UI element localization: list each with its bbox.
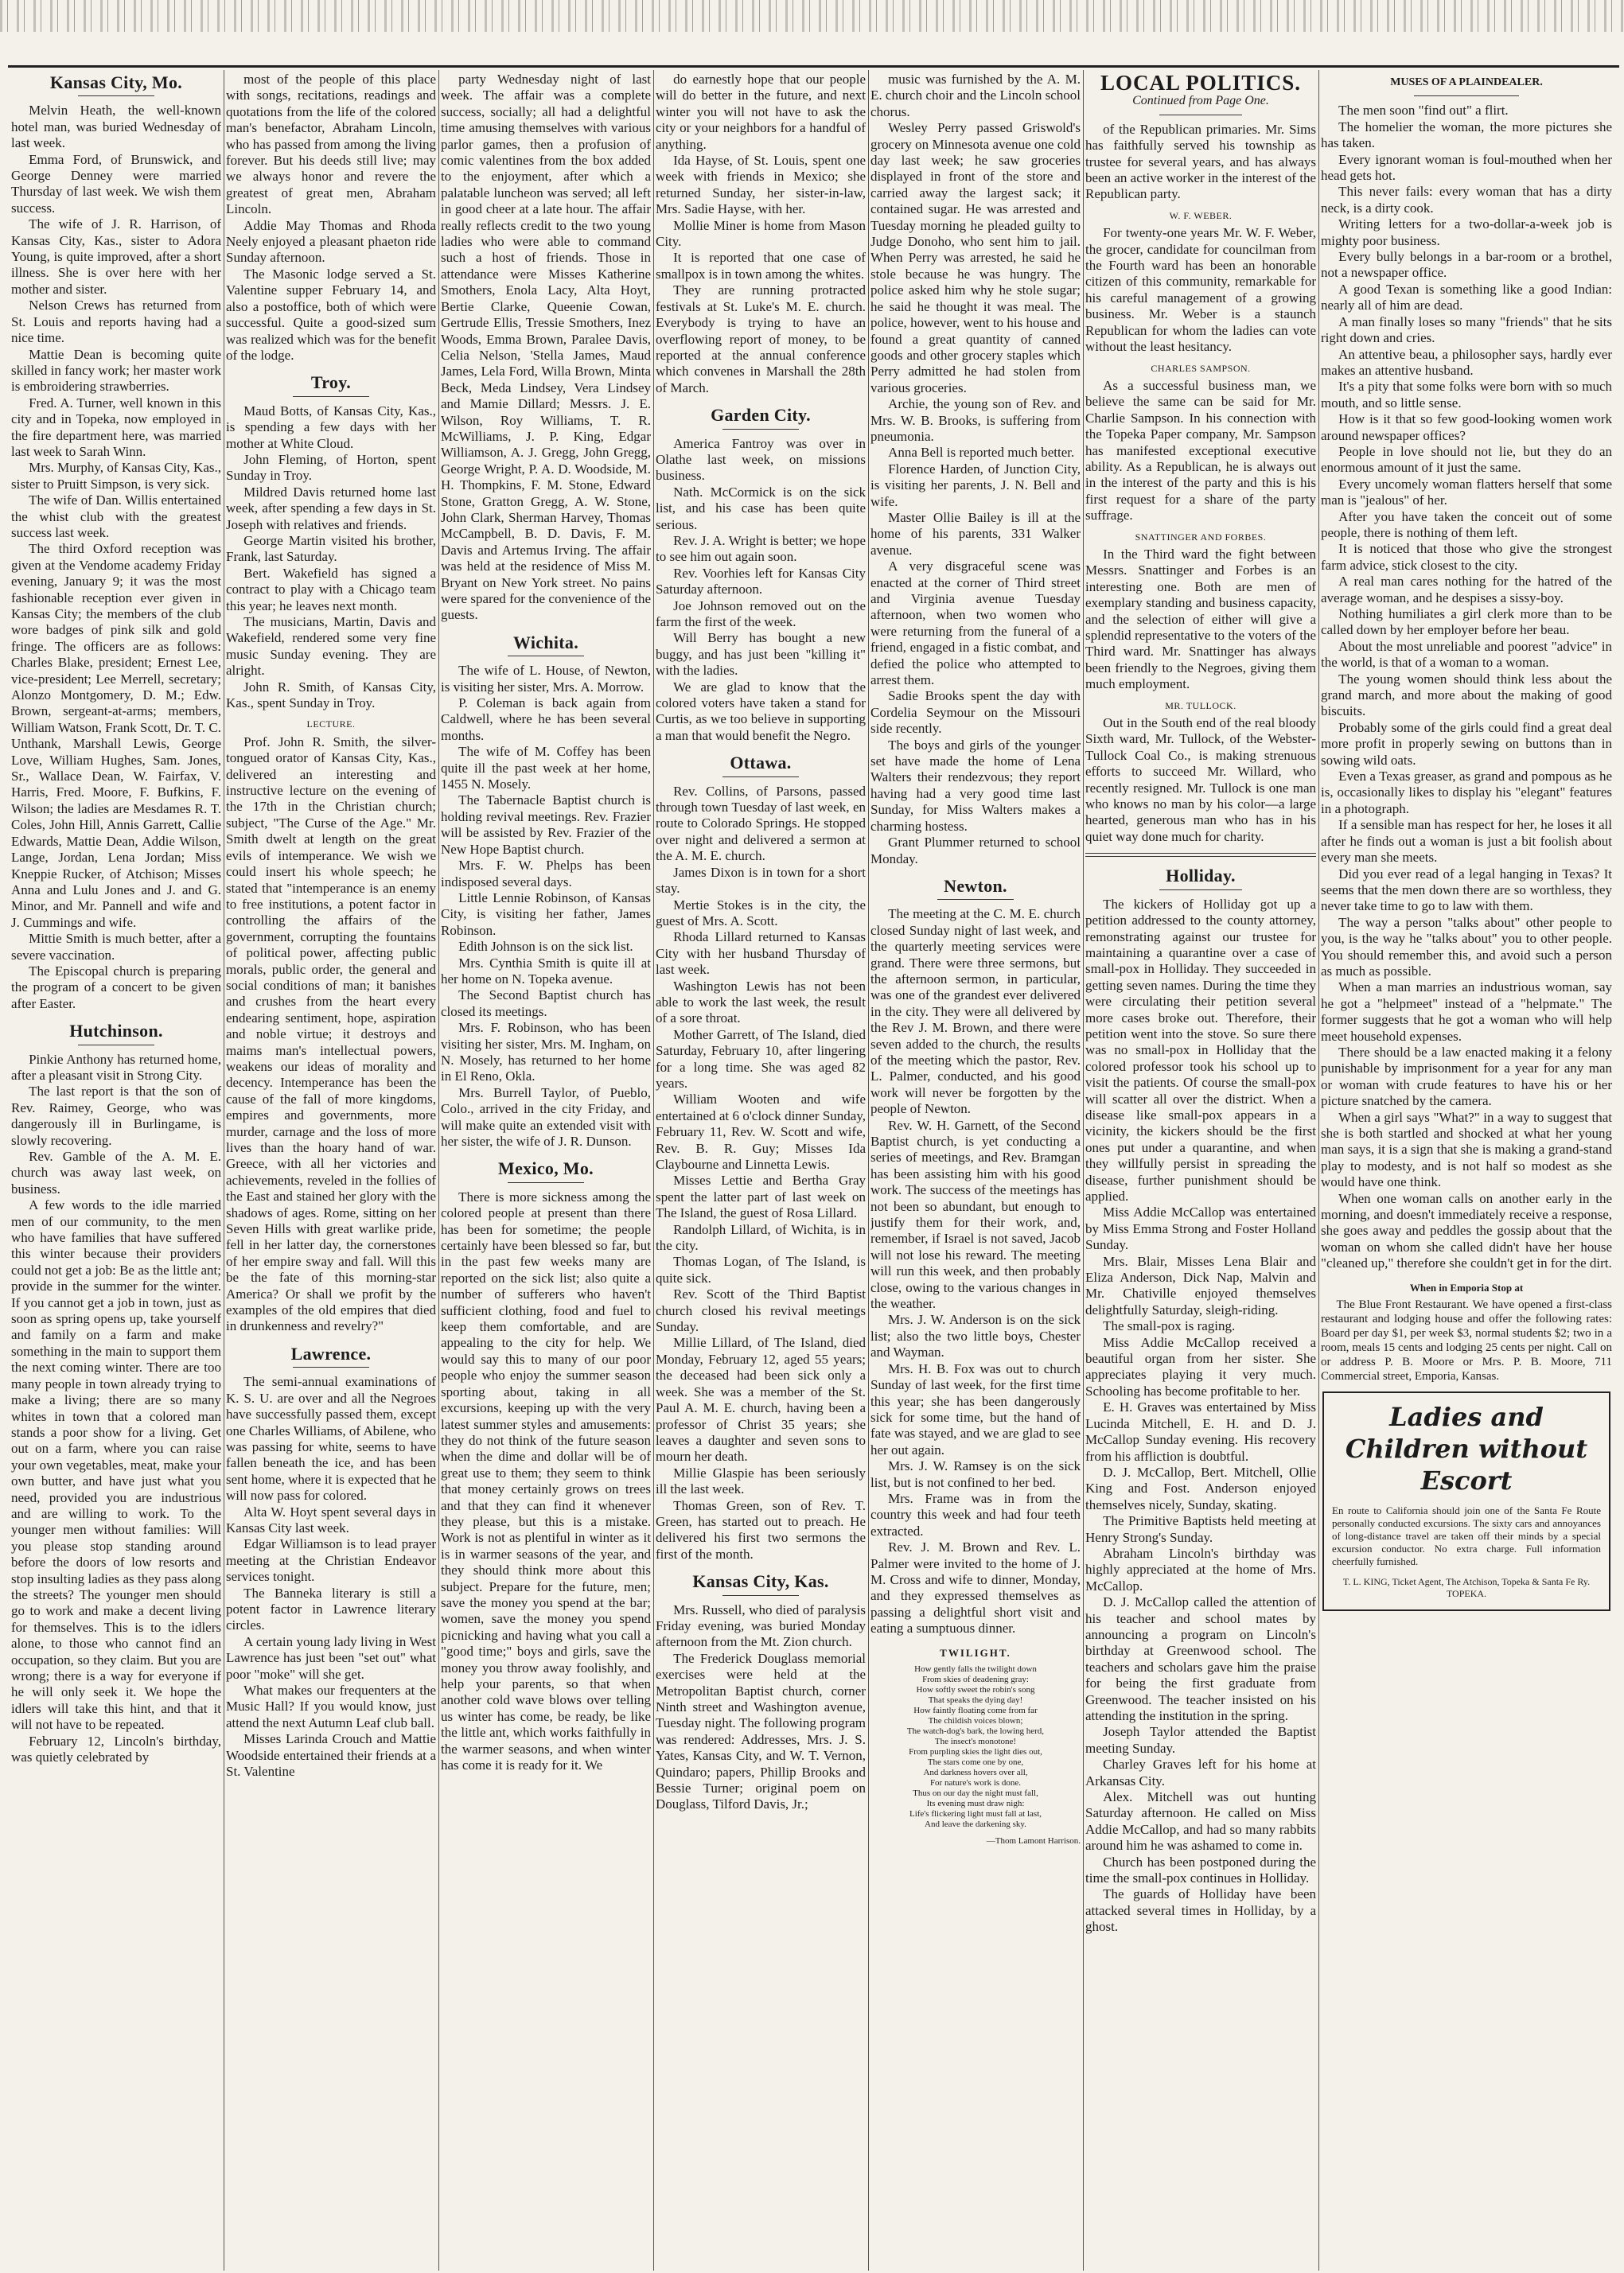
- news-item: Charley Graves left for his home at Arkansas City.: [1085, 1757, 1316, 1788]
- news-item: Alta W. Hoyt spent several days in Kansas City last week.: [226, 1504, 436, 1535]
- news-item: The boys and girls of the younger set have made the home of Lena Walters their rendezvous; they report having had a very good time last Sunday, for Miss Walters makes a charming hostess.: [870, 737, 1081, 834]
- heading-rule: [1414, 95, 1519, 96]
- poem-line: For nature's work is done.: [929, 1778, 1022, 1788]
- heading-rule: [293, 1367, 368, 1368]
- notice-heading: When in Emporia Stop at: [1409, 1281, 1524, 1294]
- heading-rule: [722, 429, 798, 430]
- news-item: Church has been postponed during the time the small-pox continues in Holliday.: [1085, 1854, 1316, 1886]
- news-item: Joseph Taylor attended the Baptist meeting Sunday.: [1085, 1724, 1316, 1756]
- news-item: The Primitive Baptists held meeting at Henry Strong's Sunday.: [1085, 1513, 1316, 1545]
- news-item: Writing letters for a two-dollar-a-week job is mighty poor business.: [1321, 216, 1612, 248]
- news-item: It's a pity that some folks were born with so much mouth, and so little sense.: [1321, 379, 1612, 411]
- poem-line: And darkness hovers over all,: [923, 1768, 1028, 1777]
- news-item: February 12, Lincoln's birthday, was quietly celebrated by: [11, 1733, 221, 1765]
- poem-line: The watch-dog's bark, the lowing herd,: [906, 1726, 1045, 1736]
- poem-line: How softly sweet the robin's song: [916, 1685, 1035, 1695]
- news-item: Edith Johnson is on the sick list.: [458, 939, 633, 955]
- section-heading: LOCAL POLITICS.: [1100, 72, 1302, 95]
- news-item: The wife of J. R. Harrison, of Kansas City, Kas., sister to Adora Young, is quite improved, after a short illness. She is over here with her mother and sister.: [11, 216, 221, 297]
- section-heading: Mexico, Mo.: [498, 1158, 594, 1179]
- news-item: Rev. Voorhies left for Kansas City Saturday afternoon.: [656, 565, 866, 597]
- news-item: William Wooten and wife entertained at 6 o'clock dinner Sunday, February 11, Rev. W. Scott and wife, Rev. B. R. Guy; Misses Ida Claybourne and Linnetta Lewis.: [656, 1092, 866, 1172]
- news-item: The last report is that the son of Rev. Raimey, George, who was dangerously ill in Burlingame, is slowly recovering.: [11, 1084, 221, 1148]
- news-item: Mrs. F. W. Phelps has been indisposed several days.: [441, 858, 651, 889]
- news-item: Rev. J. M. Brown and Rev. L. Palmer were invited to the home of J. M. Cross and wife to dinner, Monday, and they expressed themselves as passing a delightful short visit and eating a sumptuous dinner.: [870, 1539, 1081, 1637]
- poem-line: The stars come one by one,: [927, 1757, 1024, 1767]
- news-item: P. Coleman is back again from Caldwell, where he has been several months.: [441, 695, 651, 743]
- news-item: We are glad to know that the colored voters have taken a stand for Curtis, as we too believe in supporting a man that would benefit the Negro.: [656, 679, 866, 743]
- column-7: [1321, 72, 1612, 2269]
- news-item: If a sensible man has respect for her, he loses it all after he finds out a woman is just a bit foolish about every man she meets.: [1321, 817, 1612, 866]
- poem-line: Thus on our day the night must fall,: [913, 1788, 1038, 1798]
- news-item: A very disgraceful scene was enacted at the corner of Third street and Virginia avenue Tuesday afternoon, when two women who were returning from the funeral of a friend, engaged in a fistic combat, and defied the police who attempted to arrest them.: [870, 559, 1081, 688]
- news-item: The men soon "find out" a flirt.: [1338, 103, 1509, 119]
- news-item: Maud Botts, of Kansas City, Kas., is spending a few days with her mother at White Cloud.: [226, 403, 436, 451]
- news-item: The wife of M. Coffey has been quite ill the past week at her home, 1455 N. Mosely.: [441, 744, 651, 792]
- news-item: A certain young lady living in West Lawrence has just been "set out" what poor "moke" will she get.: [226, 1633, 436, 1682]
- news-item: Did you ever read of a legal hanging in Texas? It seems that the men down there are so worthless, they never take time to go to law with them.: [1321, 866, 1612, 914]
- news-item: Prof. John R. Smith, the silver-tongued orator of Kansas City, Kas., delivered an interesting and instructive lecture on the evening of the 17th in the Christian church; subject, "The Curse of the Age." Mr. Smith dwelt at length on the great evils of intemperance. We wish we could insert his whole speech; he stated that "intemperance is an enemy to free institutions, a potent factor in controlling the affairs of the government, corrupting the fountains of political power, affecting public morals, public order, the general and social conditions of man; it banishes and crushes from the heart every endearing sentiment, hope, aspiration and noble virtue; it destroys and maims man's intellectual powers, weakens our ideas of morality and decency. Intemperance has been the cause of the fall of more kingdoms, empires and governments, more murder, carnage and the loss of more lives than the hoary hand of war. Greece, with all her victories and achievements, reveled in the follies of the East and stained her glory with the shadows of ages. Rome, sitting on her Seven Hills with great warlike pride, fell in her latter day, the cornerstones of her empire sway and fall. Will this be the fate of this morning-star America? Or shall we profit by the examples of the old empires that died in drunkenness and revelry?": [226, 734, 436, 1334]
- news-item: Nath. McCormick is on the sick list, and his case has been quite serious.: [656, 484, 866, 532]
- poem-line: How faintly floating come from far: [913, 1706, 1038, 1715]
- poem-author: —Thom Lamont Harrison.: [986, 1836, 1081, 1846]
- news-item: Melvin Heath, the well-known hotel man, was buried Wednesday of last week.: [11, 103, 221, 151]
- heading-rule: [508, 1182, 583, 1183]
- poem-title: TWILIGHT.: [940, 1646, 1011, 1659]
- news-item: After you have taken the conceit out of some people, there is nothing of them left.: [1321, 508, 1612, 540]
- ad-title: Ladies and Children without Escort: [1345, 1402, 1588, 1497]
- news-item: Miss Addie McCallop was entertained by Miss Emma Strong and Foster Holland Sunday.: [1085, 1205, 1316, 1253]
- news-item: Sadie Brooks spent the day with Cordelia Seymour on the Missouri side recently.: [870, 688, 1081, 737]
- news-item: do earnestly hope that our people will do better in the future, and next winter you will not have to ask the city or your neighbors for a handful of anything.: [656, 72, 866, 152]
- news-item: The homelier the woman, the more pictures she has taken.: [1321, 119, 1612, 151]
- news-item: A good Texan is something like a good Indian: nearly all of him are dead.: [1321, 281, 1612, 313]
- poem-line: From purpling skies the light dies out,: [909, 1747, 1042, 1757]
- news-item: Misses Larinda Crouch and Mattie Woodside entertained their friends at a St. Valentine: [226, 1731, 436, 1780]
- subheading-label: MR. TULLOCK.: [1165, 699, 1236, 711]
- news-item: The Banneka literary is still a potent factor in Lawrence literary circles.: [226, 1585, 436, 1633]
- news-item: Master Ollie Bailey is ill at the home of his parents, 331 Walker avenue.: [870, 509, 1081, 558]
- news-item: The Frederick Douglass memorial exercises were held at the Metropolitan Baptist church, corner Ninth street and Washington avenue, Tuesday night. The following program was rendered: Addresses, Mrs. J. S. Yates, Kansas City, and W. T. Vernon, Quindaro; papers, Phillip Brooks and Bessie Turner; original poem on Douglass, Tilford Davis, Jr.;: [656, 1650, 866, 1812]
- news-item: Rev. Scott of the Third Baptist church closed his revival meetings Sunday.: [656, 1286, 866, 1335]
- poem-line: That speaks the dying day!: [928, 1695, 1023, 1705]
- section-heading: Garden City.: [711, 405, 811, 426]
- news-item: James Dixon is in town for a short stay.: [656, 864, 866, 897]
- news-item: The wife of L. House, of Newton, is visiting her sister, Mrs. A. Morrow.: [441, 663, 651, 695]
- news-item: Grant Plummer returned to school Monday.: [870, 835, 1081, 866]
- news-item: The kickers of Holliday got up a petition addressed to the county attorney, remonstrating against our trustee for maintaining a quarantine over a case of small-pox in Holliday. They succeeded in getting seven names. During the time they were circulating their petition several more cases broke out. Therefore, their petition went into the stove. So sure there was no small-pox in Holliday that the colored professor took his school up to visit the patients. Of course the small-pox will scatter all over the district. When a disease like small-pox appears in a vicinity, the kickers should be the first ones put under a quarantine, and when they willfully persist in spreading the disease, further punishment should be applied.: [1085, 896, 1316, 1204]
- news-item: Millie Glaspie has been seriously ill the last week.: [656, 1465, 866, 1497]
- news-item: Misses Lettie and Bertha Gray spent the latter part of last week on The Island, the guest of Rosa Lillard.: [656, 1173, 866, 1221]
- news-item: A few words to the idle married men of our community, to the men who have families that have suffered this winter because their providers could not get a job: Be as the little ant; provide in the summer for the winter. If you cannot get a job in town, just as soon as spring opens up, take yourself and family on a farm and make something in the main to support them the next coming winter. There are too many people in town already trying to make a living; there are so many whites in town that a colored man stands a poor show for a living. Get out on a farm, where you can raise your own vegetables, meat, make your own butter, and have just what you need, provided you are industrious and are willing to work. To the younger men without families: Will you please stop standing around before the doors of low resorts and stop insulting ladies as they pass along the streets? The younger men should go to work and make a decent living for themselves. This is to the idlers alone, to those who cannot find an occupation, so they claim. But you are wrong; there is a way for everyone if he will only seek it. We hope the idlers will take this hint, and that it will not have to be repeated.: [11, 1197, 221, 1733]
- news-item: Mrs. Burrell Taylor, of Pueblo, Colo., arrived in the city Friday, and will make quite an extended visit with her sister, the wife of J. R. Dunson.: [441, 1084, 651, 1149]
- column-heading: MUSES OF A PLAINDEALER.: [1390, 76, 1543, 88]
- news-item: It is noticed that those who give the strongest farm advice, stick closest to the city.: [1321, 541, 1612, 573]
- news-item: music was furnished by the A. M. E. church choir and the Lincoln school chorus.: [870, 72, 1081, 119]
- news-item: Mittie Smith is much better, after a severe vaccination.: [11, 931, 221, 963]
- news-item: Pinkie Anthony has returned home, after a pleasant visit in Strong City.: [11, 1051, 221, 1083]
- section-heading: Kansas City, Mo.: [49, 72, 183, 92]
- news-item: Mrs. Murphy, of Kansas City, Kas., sister to Pruitt Simpson, is very sick.: [11, 460, 221, 492]
- section-heading: Holliday.: [1166, 866, 1236, 886]
- column-2: [226, 72, 436, 2269]
- restaurant-notice: The Blue Front Restaurant. We have opened a first-class restaurant and lodging house and offer the following rates: Board per day $1, per week $3, normal students $2; two in a room, meals 15 cents and lodging 25 cents per night. Call on or address P. B. Moore or Mrs. P. B. Moore, 711 Commercial street, Emporia, Kansas.: [1321, 1298, 1612, 1384]
- news-item: Bert. Wakefield has signed a contract to play with a Chicago team this year; he leaves next month.: [226, 565, 436, 613]
- news-item: Mollie Miner is home from Mason City.: [656, 217, 866, 250]
- railway-advertisement: [1322, 1391, 1610, 1611]
- news-item: Little Lennie Robinson, of Kansas City, is visiting her father, James Robinson.: [441, 889, 651, 938]
- heading-rule: [293, 396, 368, 397]
- masthead-rule: [8, 65, 1619, 68]
- poem-line: And leave the darkening sky.: [925, 1820, 1026, 1829]
- subheading-label: SNATTINGER AND FORBES.: [1135, 531, 1267, 543]
- news-item: Florence Harden, of Junction City, is visiting her parents, J. N. Bell and wife.: [870, 461, 1081, 509]
- news-item: Every bully belongs in a bar-room or a brothel, not a newspaper office.: [1321, 249, 1612, 281]
- news-item: Randolph Lillard, of Wichita, is in the city.: [656, 1221, 866, 1254]
- news-item: A man finally loses so many "friends" that he sits right down and cries.: [1321, 313, 1612, 346]
- news-item: The third Oxford reception was given at the Vendome academy Friday evening, January 9; it was the most fashionable reception ever given in Kansas City; the members of the club wore badges of pink silk and gold fringe. The officers are as follows: Charles Blake, president; Ernest Lee, vice-president; Lee Merrell, secretary; Alonzo Montgomery, D. M.; Edw. Brown, sergeant-at-arms; members, William Watson, Frank Scott, Dr. T. C. Unthank, Marshall Lewis, George Love, William Hughes, Sam. Jones, Sr., Wallace Dean, W. Fairfax, V. Harris, Fred. Moore, F. Bufkins, F. Wilson; the ladies are Mesdames R. T. Coles, John Hill, Annis Garrett, Callie Edwards, Mattie Dean, Addie Wilson, Lange, Jordan, Lena Jordan; Miss Kneppie Rucker, of Atchison; Misses Anna and Lulu Jones and J. and G. Minor, and Mr. Pannell and wife and J. Cummings and wife.: [11, 541, 221, 930]
- news-item: The Masonic lodge served a St. Valentine supper February 14, and also a postoffice, both of which were successful. Quite a good-sized sum was realized which was for the benefit of the lodge.: [226, 266, 436, 363]
- column-6: [1085, 72, 1316, 2269]
- heading-rule: [722, 1595, 798, 1596]
- subheading-label: LECTURE.: [306, 718, 356, 730]
- news-item: Every uncomely woman flatters herself that some man is "jealous" of her.: [1321, 476, 1612, 508]
- heading-rule: [722, 776, 798, 777]
- news-item: When a man marries an industrious woman, say he got a "helpmeet" instead of a "helpmate." The former suggests that he got a woman who will help meet household expenses.: [1321, 979, 1612, 1044]
- news-item: Mrs. Cynthia Smith is quite ill at her home on N. Topeka avenue.: [441, 955, 651, 987]
- news-item: Out in the South end of the real bloody Sixth ward, Mr. Tullock, of the Webster-Tullock Coal Co., is making strenuous efforts to succeed Mr. Willard, who recently resigned. Mr. Tullock is one man who knows no man by his color—a large hearted, generous man who has in his quiet way done much for charity.: [1085, 715, 1316, 844]
- heading-rule: [1159, 889, 1242, 890]
- section-heading: Newton.: [944, 875, 1007, 896]
- news-item: John R. Smith, of Kansas City, Kas., spent Sunday in Troy.: [226, 679, 436, 711]
- heading-rule: [937, 899, 1013, 900]
- news-item: People in love should not lie, but they do an enormous amount of it just the same.: [1321, 443, 1612, 476]
- column-5: [870, 72, 1081, 2269]
- news-item: In the Third ward the fight between Messrs. Snattinger and Forbes is an interesting one. Both are men of exemplary standing and business capacity, and the selection of either will give a splendid representative to the voters of the Third ward. Mr. Snattinger has always been friendly to the Negroes, giving them much employment.: [1085, 546, 1316, 692]
- news-item: The Episcopal church is preparing the program of a concert to be given after Easter.: [11, 963, 221, 1011]
- news-item: party Wednesday night of last week. The affair was a complete success, socially; all had a delightful time amusing themselves with various parlor games, then a profusion of comic valentines from the box added to the enjoyment, after which a palatable luncheon was served; all left in good cheer at a late hour. The affair really reflects credit to the two young ladies who were able to command such a host of friends. Those in attendance were Misses Katherine Smothers, Enola Lacy, Alta Hoyt, Bertie Clarke, Queenie Cowan, Gertrude Ellis, Tressie Smothers, Inez Woods, Emma Brown, Paralee Davis, Celia Nelson, 'Stella James, Maud James, Lela Ford, Willa Brown, Minta Beck, Meda Lindsey, Vera Lindsey and Mamie Dillard; Messrs. J. E. Wilson, Roy Williams, T. R. McWilliams, J. P. King, Edgar Williamson, A. J. Gregg, John Gregg, George Wright, P. A. D. Woodside, M. H. Thompkins, F. M. Stone, Edward Stone, Gratton Gregg, A. W. Stone, John Clark, Sherman Harvey, Thomas McCampbell, B. D. Davis, F. M. Davis and Artemus Irving. The affair was held at the residence of Miss M. Bryant on New York street. No pains were spared for the convenience of the guests.: [441, 72, 651, 623]
- news-item: There is more sickness among the colored people at present than there has been for sometime; the people certainly have been blessed so far, but in the past few weeks many are reported on the sick list; also quite a number of sufferers who haven't sufficient clothing, food and fuel to keep them comfortable, and are appealing to the city for help. We would say this to many of our poor people who enjoy the summer season sporting about, taking in all excursions, keeping up with the very latest summer styles and amusements: they do not think of the future season when the dime and dollar will be of great use to them; they seem to think that money certainly grows on trees and that they can find it whenever they please, but this is a mistake. Work is not as plentiful in winter as it is in warmer seasons of the year, and they should think more about this subject. Prepare for the future, men; save the money you spend at the bar; women, save the money you spend picnicking and having what you call a "good time;" boys and girls, save the money you throw away foolishly, and help your parents, so that when another cold wave blows over telling us winter has come, be ready, be like the little ant, which works faithfully in the warmer seasons, and when winter has come it is ready for it. We: [441, 1189, 651, 1773]
- column-divider: [1083, 70, 1084, 2271]
- news-item: The way a person "talks about" other people to you, is the way he "talks about" you to other people. You should remember this, and avoid such a person as much as possible.: [1321, 914, 1612, 979]
- news-item: Mrs. Russell, who died of paralysis Friday evening, was buried Monday afternoon from the Mt. Zion church.: [656, 1602, 866, 1650]
- news-item: The guards of Holliday have been attacked several times in Holliday, by a ghost.: [1085, 1886, 1316, 1935]
- poem-line: The insect's monotone!: [934, 1737, 1017, 1746]
- news-item: Emma Ford, of Brunswick, and George Denney were married Thursday of last week. We wish them success.: [11, 151, 221, 216]
- news-item: Washington Lewis has not been able to work the last week, the result of a sore throat.: [656, 978, 866, 1026]
- column-divider: [1318, 70, 1319, 2271]
- news-item: For twenty-one years Mr. W. F. Weber, the grocer, candidate for councilman from the Fourth ward has been an honorable citizen of this community, remarkable for his careful management of a growing business. Mr. Weber is a staunch Republican for whom the ladies can vote without the least hesitancy.: [1085, 225, 1316, 355]
- news-item: Will Berry has bought a new buggy, and has just been "killing it" with the ladies.: [656, 630, 866, 679]
- news-item: of the Republican primaries. Mr. Sims has faithfully served his township as trustee for several years, and has always been an active worker in the interest of the Republican party.: [1085, 121, 1316, 202]
- news-item: What makes our frequenters at the Music Hall? If you would know, just attend the next Autumn Leaf club ball.: [226, 1683, 436, 1730]
- news-item: Mrs. Blair, Misses Lena Blair and Eliza Anderson, Dick Nap, Malvin and Mr. Chativille enjoyed themselves delightfully Saturday, sleigh-riding.: [1085, 1253, 1316, 1317]
- heading-rule: [78, 95, 154, 96]
- news-item: The wife of Dan. Willis entertained the whist club with the greatest success last week.: [11, 492, 221, 540]
- news-item: D. J. McCallop called the attention of his teacher and school mates by announcing a program on Lincoln's birthday at Greenwood school. The teachers and scholars gave him the praise for being the first graduate from Greenwood. The teacher insisted on his attending the institution in the spring.: [1085, 1594, 1316, 1723]
- news-item: The meeting at the C. M. E. church closed Sunday night of last week, and the quarterly meeting services were grand. There were three sermons, but the afternoon sermon, in particular, was one of the grandest ever delivered in the city. They were all delivered by the Rev J. M. Brown, and there were seven added to the church, the results of the meeting which the pastor, Rev. L. Palmer, conducted, and his good work will never be forgotten by the people of Newton.: [870, 906, 1081, 1117]
- news-item: E. H. Graves was entertained by Miss Lucinda Mitchell, E. H. and D. J. McCallop Sunday evening. His recovery from his affliction is doubtful.: [1085, 1399, 1316, 1464]
- news-item: Addie May Thomas and Rhoda Neely enjoyed a pleasant phaeton ride Sunday afternoon.: [226, 217, 436, 266]
- news-item: Mildred Davis returned home last week, after spending a few days in St. Joseph with relatives and friends.: [226, 484, 436, 532]
- column-3: [441, 72, 651, 2269]
- column-divider: [868, 70, 869, 2271]
- news-item: The musicians, Martin, Davis and Wakefield, rendered some very fine music Sunday evening. They are alright.: [226, 614, 436, 679]
- news-item: Mother Garrett, of The Island, died Saturday, February 10, after lingering for a long time. She was aged 82 years.: [656, 1026, 866, 1091]
- news-item: Even a Texas greaser, as grand and pompous as he is, occasionally likes to display his "elegant" features in a photograph.: [1321, 769, 1612, 816]
- news-item: The Second Baptist church has closed its meetings.: [441, 987, 651, 1019]
- poem-line: Its evening must draw nigh:: [926, 1799, 1025, 1808]
- news-item: Mrs. J. W. Anderson is on the sick list; also the two little boys, Chester and Wayman.: [870, 1312, 1081, 1360]
- news-item: Millie Lillard, of The Island, died Monday, February 12, aged 55 years; the deceased had been sick only a week. She was a member of the St. Paul A. M. E. church, having been a professor of Christ 35 years; she leaves a daughter and seven sons to mourn her death.: [656, 1335, 866, 1465]
- news-item: Mrs. J. W. Ramsey is on the sick list, but is not confined to her bed.: [870, 1458, 1081, 1490]
- news-item: About the most unreliable and poorest "advice" in the world, is that of a woman to a woman.: [1321, 638, 1612, 671]
- news-item: Rev. J. A. Wright is better; we hope to see him out again soon.: [656, 532, 866, 565]
- news-item: There should be a law enacted making it a felony punishable by imprisonment for a year for any man or woman with crude features to have his or her picture snatched by the camera.: [1321, 1044, 1612, 1109]
- news-item: Alex. Mitchell was out hunting Saturday afternoon. He called on Miss Addie McCallop, and had so many rabbits around him he was ashamed to come in.: [1085, 1789, 1316, 1854]
- column-divider: [438, 70, 439, 2271]
- news-item: America Fantroy was over in Olathe last week, on missions business.: [656, 435, 866, 484]
- section-heading: Lawrence.: [290, 1343, 372, 1364]
- news-item: When one woman calls on another early in the morning, and doesn't immediately receive a response, she goes away and peddles the gossip about that the woman on whom she called didn't have her house "cleaned up," therefore she couldn't get in for the dirt.: [1321, 1190, 1612, 1271]
- news-item: Mrs. F. Robinson, who has been visiting her sister, Mrs. M. Ingham, on N. Mosely, has returned to her home in El Reno, Okla.: [441, 1020, 651, 1084]
- poem: [870, 1645, 1081, 1850]
- column-1: [11, 72, 221, 2269]
- news-item: Mrs. Frame was in from the country this week and had four teeth extracted.: [870, 1490, 1081, 1539]
- news-item: George Martin visited his brother, Frank, last Saturday.: [226, 532, 436, 565]
- news-item: Mattie Dean is becoming quite skilled in fancy work; her master work is embroidering strawberries.: [11, 346, 221, 395]
- news-item: When a girl says "What?" in a way to suggest that she is both startled and shocked at what her young man says, it is a sign that she is making a grand-stand play to modesty, and is not half so modest as she would have one think.: [1321, 1109, 1612, 1190]
- poem-line: From skies of deadening gray:: [922, 1675, 1029, 1684]
- news-item: Miss Addie McCallop received a beautiful organ from her sister. She appreciates playing it very much. Schooling has become profitable to her.: [1085, 1334, 1316, 1399]
- news-item: Wesley Perry passed Griswold's grocery on Minnesota avenue one cold day last week; he saw groceries displayed in front of the store and carried away the largest sack; it contained sugar. He was arrested and Tuesday morning he pleaded guilty to Judge Donoho, who sent him to jail. When Perry was arrested, he said he stole because he was hungry. The police asked him why he stole sugar; he said he thought it was meal. The police, however, went to his house and found a great quantity of canned goods and other grocery staples which Perry admitted he had stolen from various groceries.: [870, 120, 1081, 395]
- news-item: A real man cares nothing for the hatred of the average woman, and he despises a sissy-boy.: [1321, 574, 1612, 605]
- section-heading: Hutchinson.: [69, 1021, 163, 1041]
- news-item: Every ignorant woman is foul-mouthed when her head gets hot.: [1321, 151, 1612, 184]
- news-item: Joe Johnson removed out on the farm the first of the week.: [656, 597, 866, 629]
- news-item: Nelson Crews has returned from St. Louis and reports having had a nice time.: [11, 298, 221, 346]
- scan-top-edge: [0, 0, 1624, 32]
- news-item: most of the people of this place with songs, recitations, readings and quotations from the life of the colored man's benefactor, Abraham Lincoln, who has passed from among the living forever. But his deeds still live; may we always honor and revere the greatest of great men, Abraham Lincoln.: [226, 72, 436, 217]
- news-item: The semi-annual examinations of K. S. U. are over and all the Negroes have successfully passed them, except one Charles Williams, of Abilene, who was passing for white, seems to have fallen beneath the ice, and has been sent home, where it is expected that he will now pass for colored.: [226, 1374, 436, 1504]
- news-item: Rev. Collins, of Parsons, passed through town Tuesday of last week, en route to Colorado Springs. He stopped over night and delivered a sermon at the A. M. E. church.: [656, 783, 866, 864]
- news-item: How is it that so few good-looking women work around newspaper offices?: [1321, 411, 1612, 443]
- news-item: As a successful business man, we believe the same can be said for Mr. Charlie Sampson. In his connection with the Topeka Paper company, Mr. Sampson has manifested exceptional executive ability. As a Republican, he is always out in the interest of the party and this is his first request for a share of the party suffrage.: [1085, 377, 1316, 523]
- news-item: Thomas Green, son of Rev. T. Green, has started out to preach. He delivered his first two sermons the first of the month.: [656, 1497, 866, 1562]
- news-item: D. J. McCallop, Bert. Mitchell, Ollie King and Fost. Anderson enjoyed themselves nicely, Sunday, skating.: [1085, 1464, 1316, 1512]
- news-item: The Tabernacle Baptist church is holding revival meetings. Rev. Frazier will be assisted by Rev. Frazier of the New Hope Baptist church.: [441, 792, 651, 857]
- news-item: John Fleming, of Horton, spent Sunday in Troy.: [226, 451, 436, 484]
- news-item: Anna Bell is reported much better.: [888, 445, 1075, 461]
- news-item: They are running protracted festivals at St. Luke's M. E. church. Everybody is trying to have an overflowing report of money, to be reported at the annual conference which convenes in Marshall the 28th of March.: [656, 282, 866, 395]
- news-item: Abraham Lincoln's birthday was highly appreciated at the home of Mrs. McCallop.: [1085, 1545, 1316, 1594]
- news-item: Rev. Gamble of the A. M. E. church was away last week, on business.: [11, 1149, 221, 1197]
- news-item: Archie, the young son of Rev. and Mrs. W. B. Brooks, is suffering from pneumonia.: [870, 396, 1081, 444]
- news-item: This never fails: every woman that has a dirty neck, is a dirty cook.: [1321, 184, 1612, 216]
- poem-line: Life's flickering light must fall at last,: [909, 1809, 1042, 1819]
- section-heading: Ottawa.: [730, 753, 792, 773]
- subheading-label: CHARLES SAMPSON.: [1151, 362, 1251, 374]
- section-heading: Kansas City, Kas.: [692, 1571, 829, 1592]
- ad-signature: T. L. KING, Ticket Agent, The Atchison, Topeka & Santa Fe Ry. TOPEKA.: [1342, 1576, 1591, 1600]
- column-divider: [653, 70, 654, 2271]
- poem-line: How gently falls the twilight down: [914, 1664, 1037, 1674]
- subheading-label: W. F. WEBER.: [1169, 209, 1233, 221]
- ad-body: En route to California should join one of the Santa Fe Route personally conducted excursions. The sixty cars and annoyances of long-distance travel are taken off their minds by a special excursion conductor. No extra charge. Full information cheerfully furnished.: [1332, 1504, 1601, 1568]
- news-item: Thomas Logan, of The Island, is quite sick.: [656, 1254, 866, 1286]
- news-item: The young women should think less about the grand march, and more about the making of good biscuits.: [1321, 671, 1612, 719]
- news-item: Edgar Williamson is to lead prayer meeting at the Christian Endeavor services tonight.: [226, 1536, 436, 1585]
- news-item: Ida Hayse, of St. Louis, spent one week with friends in Mexico; she returned Sunday, her sister-in-law, Mrs. Sadie Hayse, with her.: [656, 153, 866, 217]
- news-item: It is reported that one case of smallpox is in town among the whites.: [656, 250, 866, 282]
- section-divider: [1085, 853, 1316, 857]
- section-heading: Wichita.: [512, 632, 579, 652]
- news-item: An attentive beau, a philosopher says, hardly ever makes an attentive husband.: [1321, 346, 1612, 378]
- news-item: Rhoda Lillard returned to Kansas City with her husband Thursday of last week.: [656, 929, 866, 978]
- news-item: Mertie Stokes is in the city, the guest of Mrs. A. Scott.: [656, 897, 866, 928]
- continued-note: Continued from Page One.: [1132, 94, 1269, 108]
- news-item: Fred. A. Turner, well known in this city and in Topeka, now employed in the fire department here, was married last week to Sarah Winn.: [11, 395, 221, 459]
- news-item: Mrs. H. B. Fox was out to church Sunday of last week, for the first time this year; she has been dangerously sick for some time, but the hand of fate was stayed, and we are glad to see her out again.: [870, 1360, 1081, 1458]
- news-item: Nothing humiliates a girl clerk more than to be called down by her employer before her beau.: [1321, 606, 1612, 638]
- poem-line: The childish voices blown;: [928, 1716, 1023, 1726]
- column-4: [656, 72, 866, 2269]
- section-heading: Troy.: [310, 372, 352, 393]
- news-item: Rev. W. H. Garnett, of the Second Baptist church, is yet conducting a series of meetings, and Rev. Bramgan has been assisting him with his good work. The success of the meetings has not been so abundant, but enough to justify them for their work, and, remember, if Israel is not saved, Jacob will not lose his reward. The meeting will run this week, and then probably close, owing to the various changes in the weather.: [870, 1117, 1081, 1312]
- news-item: Probably some of the girls could find a great deal more profit in properly sewing on buttons than in sowing wild oats.: [1321, 719, 1612, 768]
- news-item: The small-pox is raging.: [1103, 1318, 1236, 1334]
